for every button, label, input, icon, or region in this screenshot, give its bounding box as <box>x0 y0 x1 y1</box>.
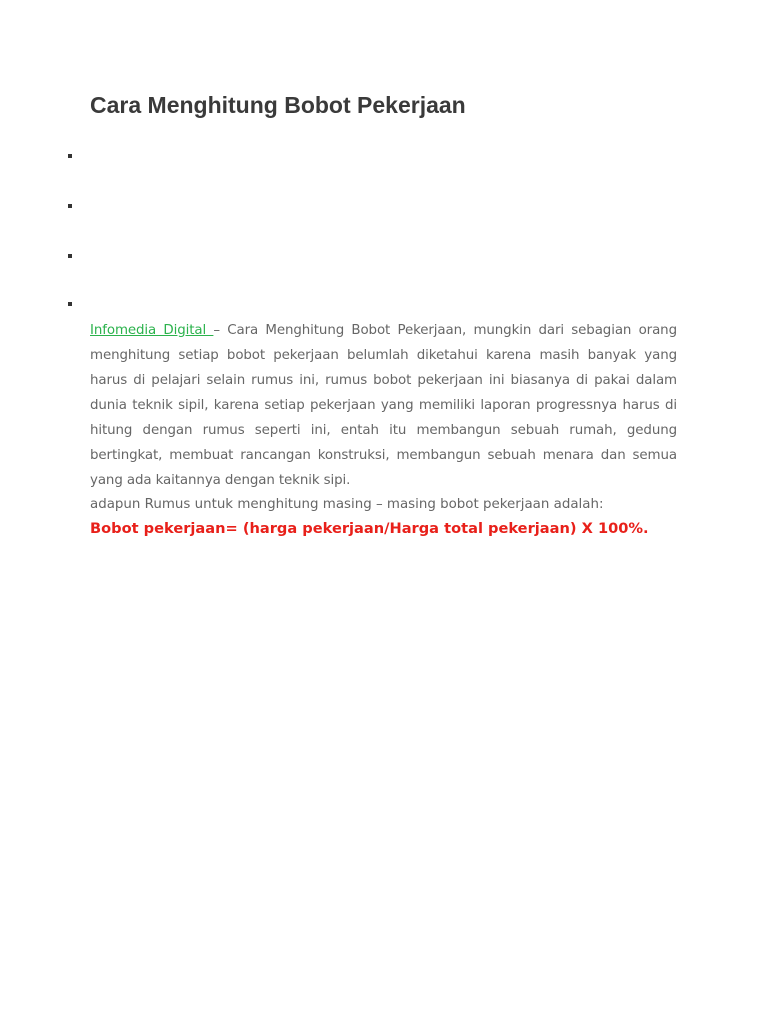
empty-list-bullet <box>68 154 72 158</box>
formula-text: Bobot pekerjaan= (harga pekerjaan/Harga total pekerjaan) X 100%. <box>90 520 649 537</box>
intro-separator: – <box>213 323 228 338</box>
empty-list-bullet <box>68 254 72 258</box>
intro-text: Cara Menghitung Bobot Pekerjaan, mungkin dari sebagian orang menghitung setiap bobot pekerjaan belumlah diketahui karena masih banyak yang harus di pelajari selain rumus ini, rumus bobot pekerjaan ini biasanya di pakai dalam dunia teknik sipil, karena setiap pekerjaan yang memiliki laporan progressnya harus di hitung dengan rumus seperti ini, entah itu membangun sebuah rumah, gedung bertingkat, membuat rancangan konstruksi, membangun sebuah menara dan semua yang ada kaitannya dengan teknik sipi. <box>90 323 677 488</box>
page-title: Cara Menghitung Bobot Pekerjaan <box>90 92 466 118</box>
empty-list-bullet <box>68 204 72 208</box>
source-link[interactable]: Infomedia Digital <box>90 323 214 338</box>
intro-paragraph <box>90 318 677 493</box>
empty-list-bullet <box>68 302 72 306</box>
formula-intro: adapun Rumus untuk menghitung masing – masing bobot pekerjaan adalah: <box>90 497 604 512</box>
